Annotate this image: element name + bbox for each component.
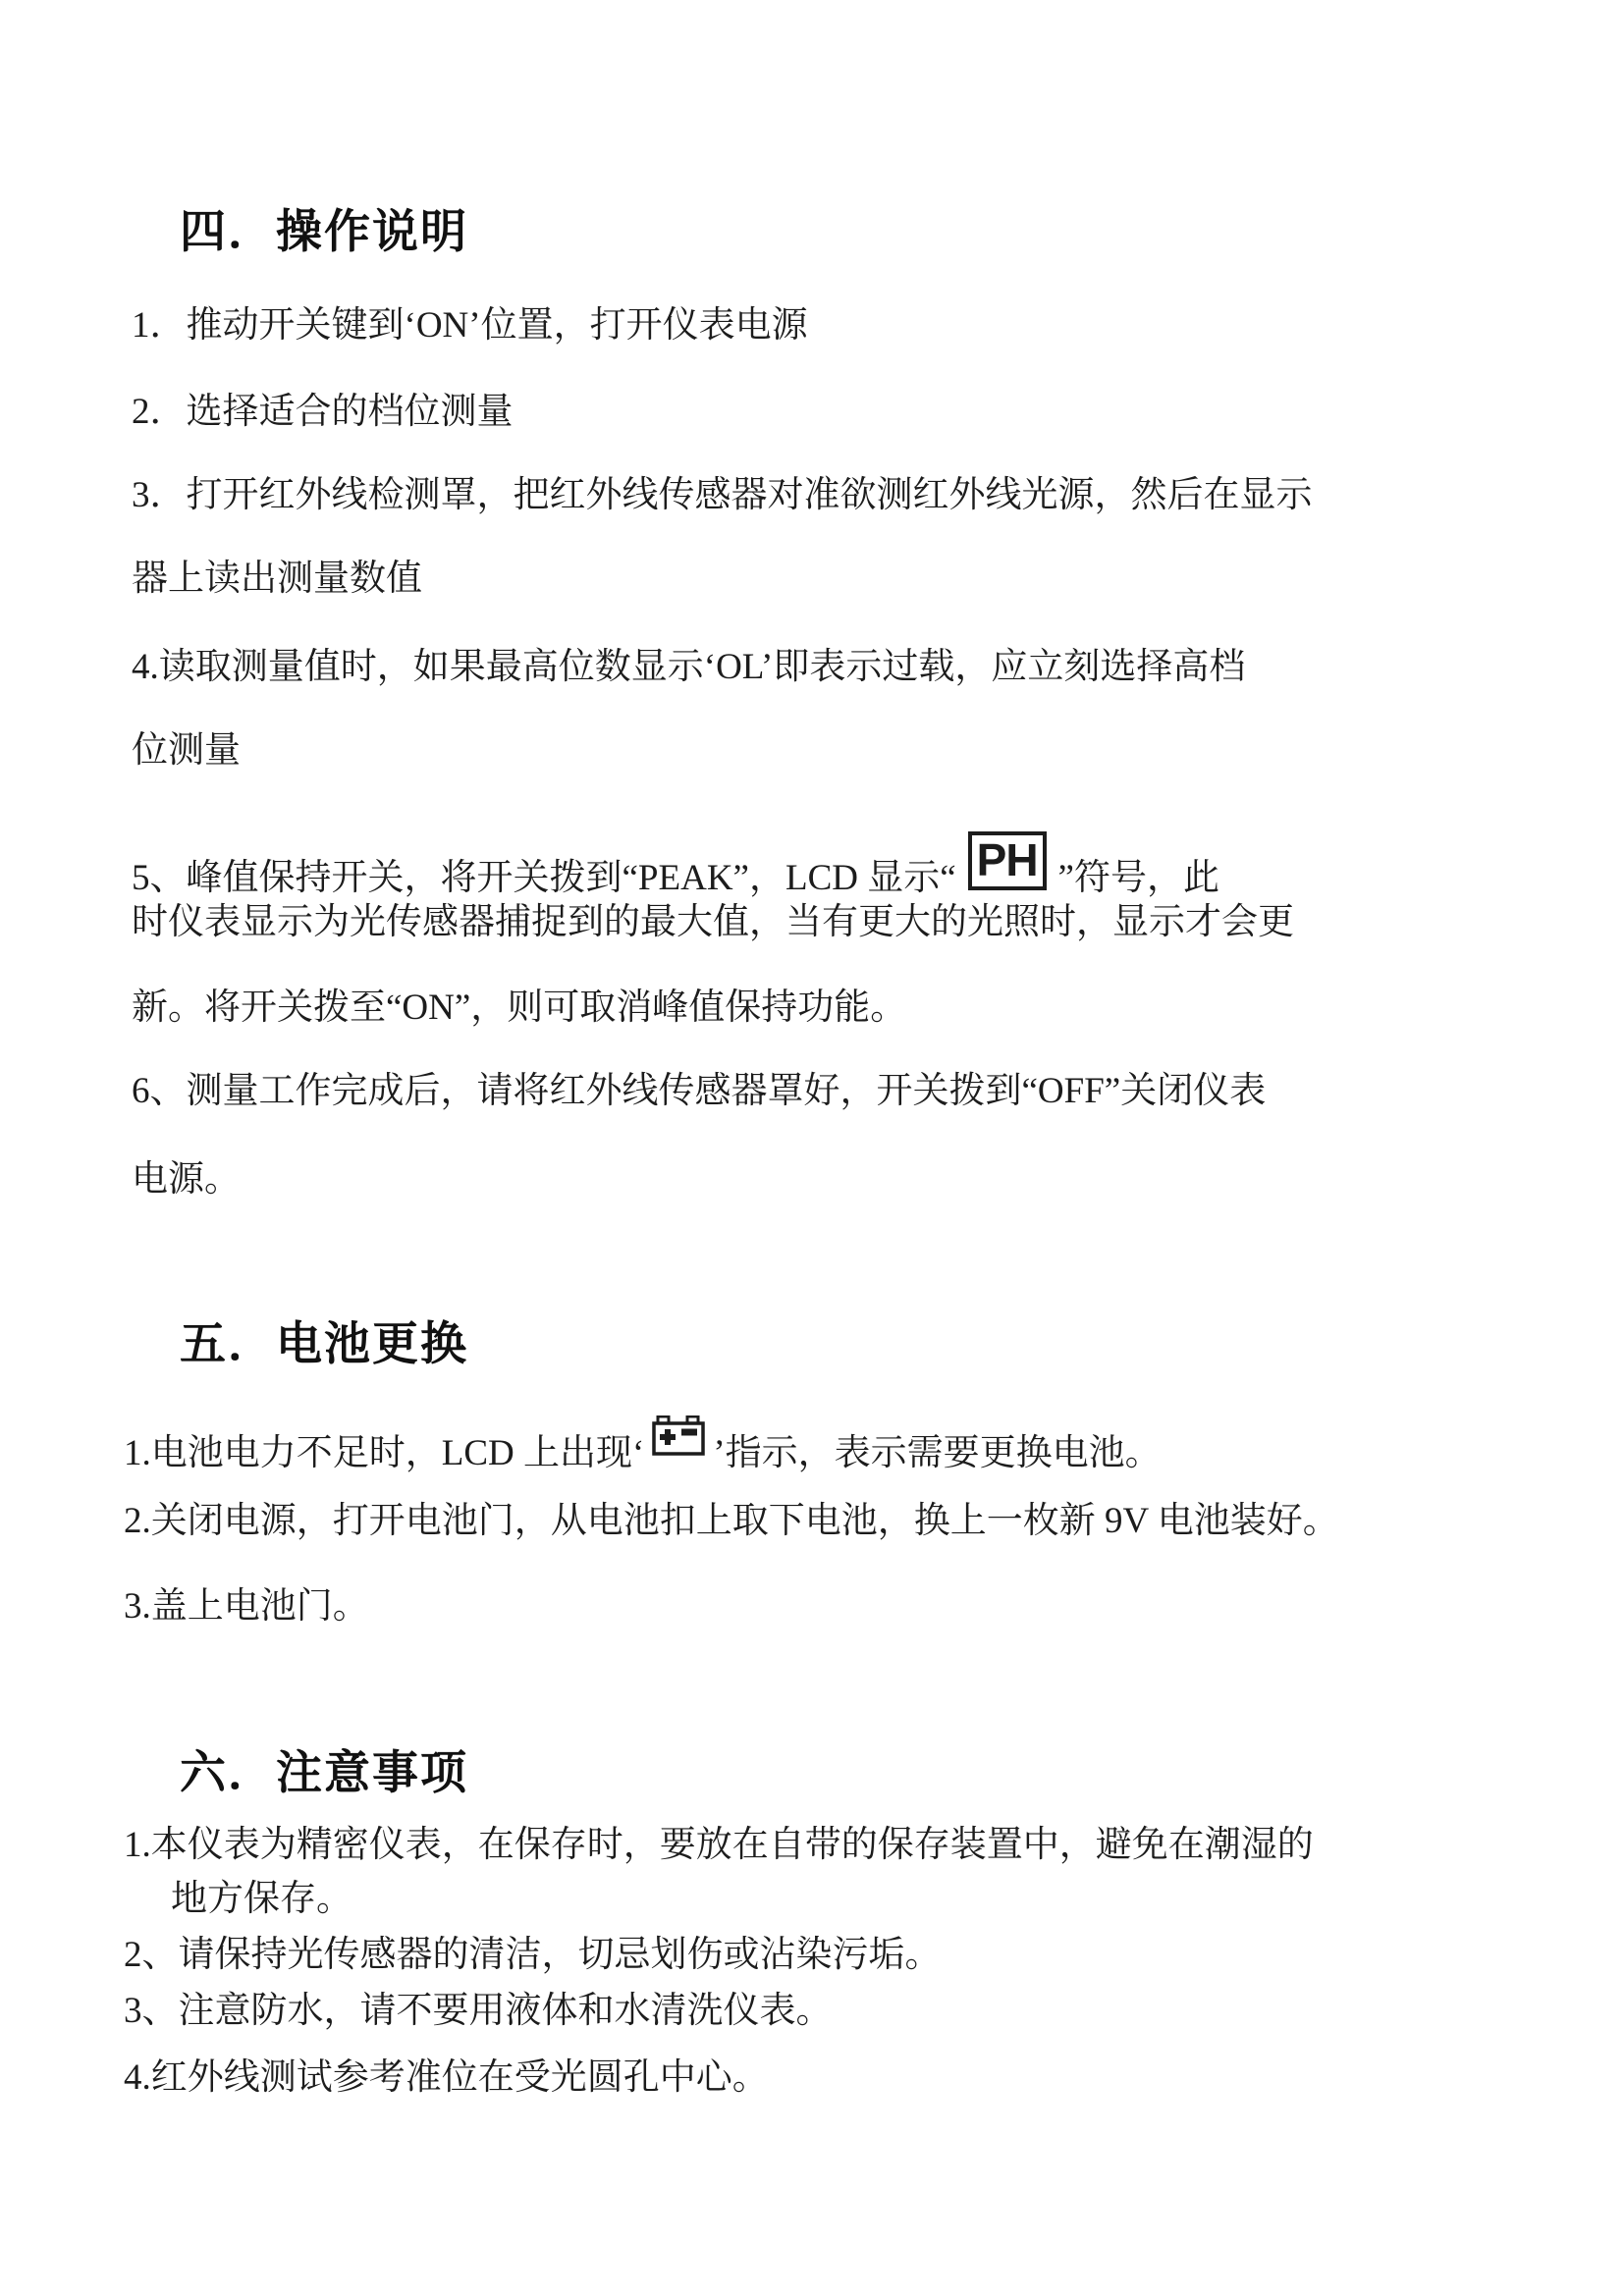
s6-item3: 3、注意防水，请不要用液体和水清洗仪表。: [124, 1991, 833, 2031]
s4-item4-line2: 位测量: [132, 730, 241, 771]
s4-item5-text-pre: 5、峰值保持开关，将开关拨到“PEAK”，LCD 显示“: [132, 858, 956, 898]
s5-item1-text-pre: 1.电池电力不足时，LCD 上出现‘: [124, 1433, 645, 1473]
s5-item2: 2.关闭电源，打开电池门，从电池扣上取下电池，换上一枚新 9V 电池装好。: [124, 1501, 1339, 1541]
s4-item1: 1．推动开关键到‘ON’位置，打开仪表电源: [132, 305, 808, 346]
s5-item3: 3.盖上电池门。: [124, 1586, 369, 1627]
section5-title: 五．电池更换: [180, 1317, 468, 1369]
peak-hold-icon: [968, 831, 1047, 890]
s4-item4-line1: 4.读取测量值时，如果最高位数显示‘OL’即表示过载，应立刻选择高档: [132, 647, 1246, 687]
s4-item6-line2: 电源。: [132, 1159, 241, 1200]
s6-item1-line1: 1.本仪表为精密仪表，在保存时，要放在自带的保存装置中，避免在潮湿的: [124, 1825, 1314, 1865]
section4-title: 四．操作说明: [180, 205, 468, 257]
s6-item1-line2: 地方保存。: [171, 1879, 352, 1919]
peak-hold-icon-label: PH: [976, 834, 1038, 885]
s4-item3-line1: 3．打开红外线检测罩，把红外线传感器对准欲测红外线光源，然后在显示: [132, 475, 1313, 515]
s4-item5-line2: 时仪表显示为光传感器捕捉到的最大值，当有更大的光照时，显示才会更: [132, 902, 1294, 942]
s6-item2: 2、请保持光传感器的清洁，切忌划伤或沾染污垢。: [124, 1935, 942, 1975]
s4-item5-line1: [132, 831, 1219, 901]
s4-item3-line2: 器上读出测量数值: [132, 559, 422, 599]
s4-item5-line3: 新。将开关拨至“ON”，则可取消峰值保持功能。: [132, 988, 907, 1028]
s6-item4: 4.红外线测试参考准位在受光圆孔中心。: [124, 2057, 769, 2098]
s4-item5-text-post: ”符号，此: [1057, 858, 1219, 898]
s5-item1: [124, 1415, 1162, 1476]
s4-item6-line1: 6、测量工作完成后，请将红外线传感器罩好，开关拨到“OFF”关闭仪表: [132, 1071, 1267, 1111]
section6-title: 六．注意事项: [180, 1746, 468, 1798]
low-battery-icon: [652, 1415, 705, 1457]
s5-item1-text-post: ’指示，表示需要更换电池。: [713, 1433, 1162, 1473]
s4-item2: 2．选择适合的档位测量: [132, 392, 514, 432]
